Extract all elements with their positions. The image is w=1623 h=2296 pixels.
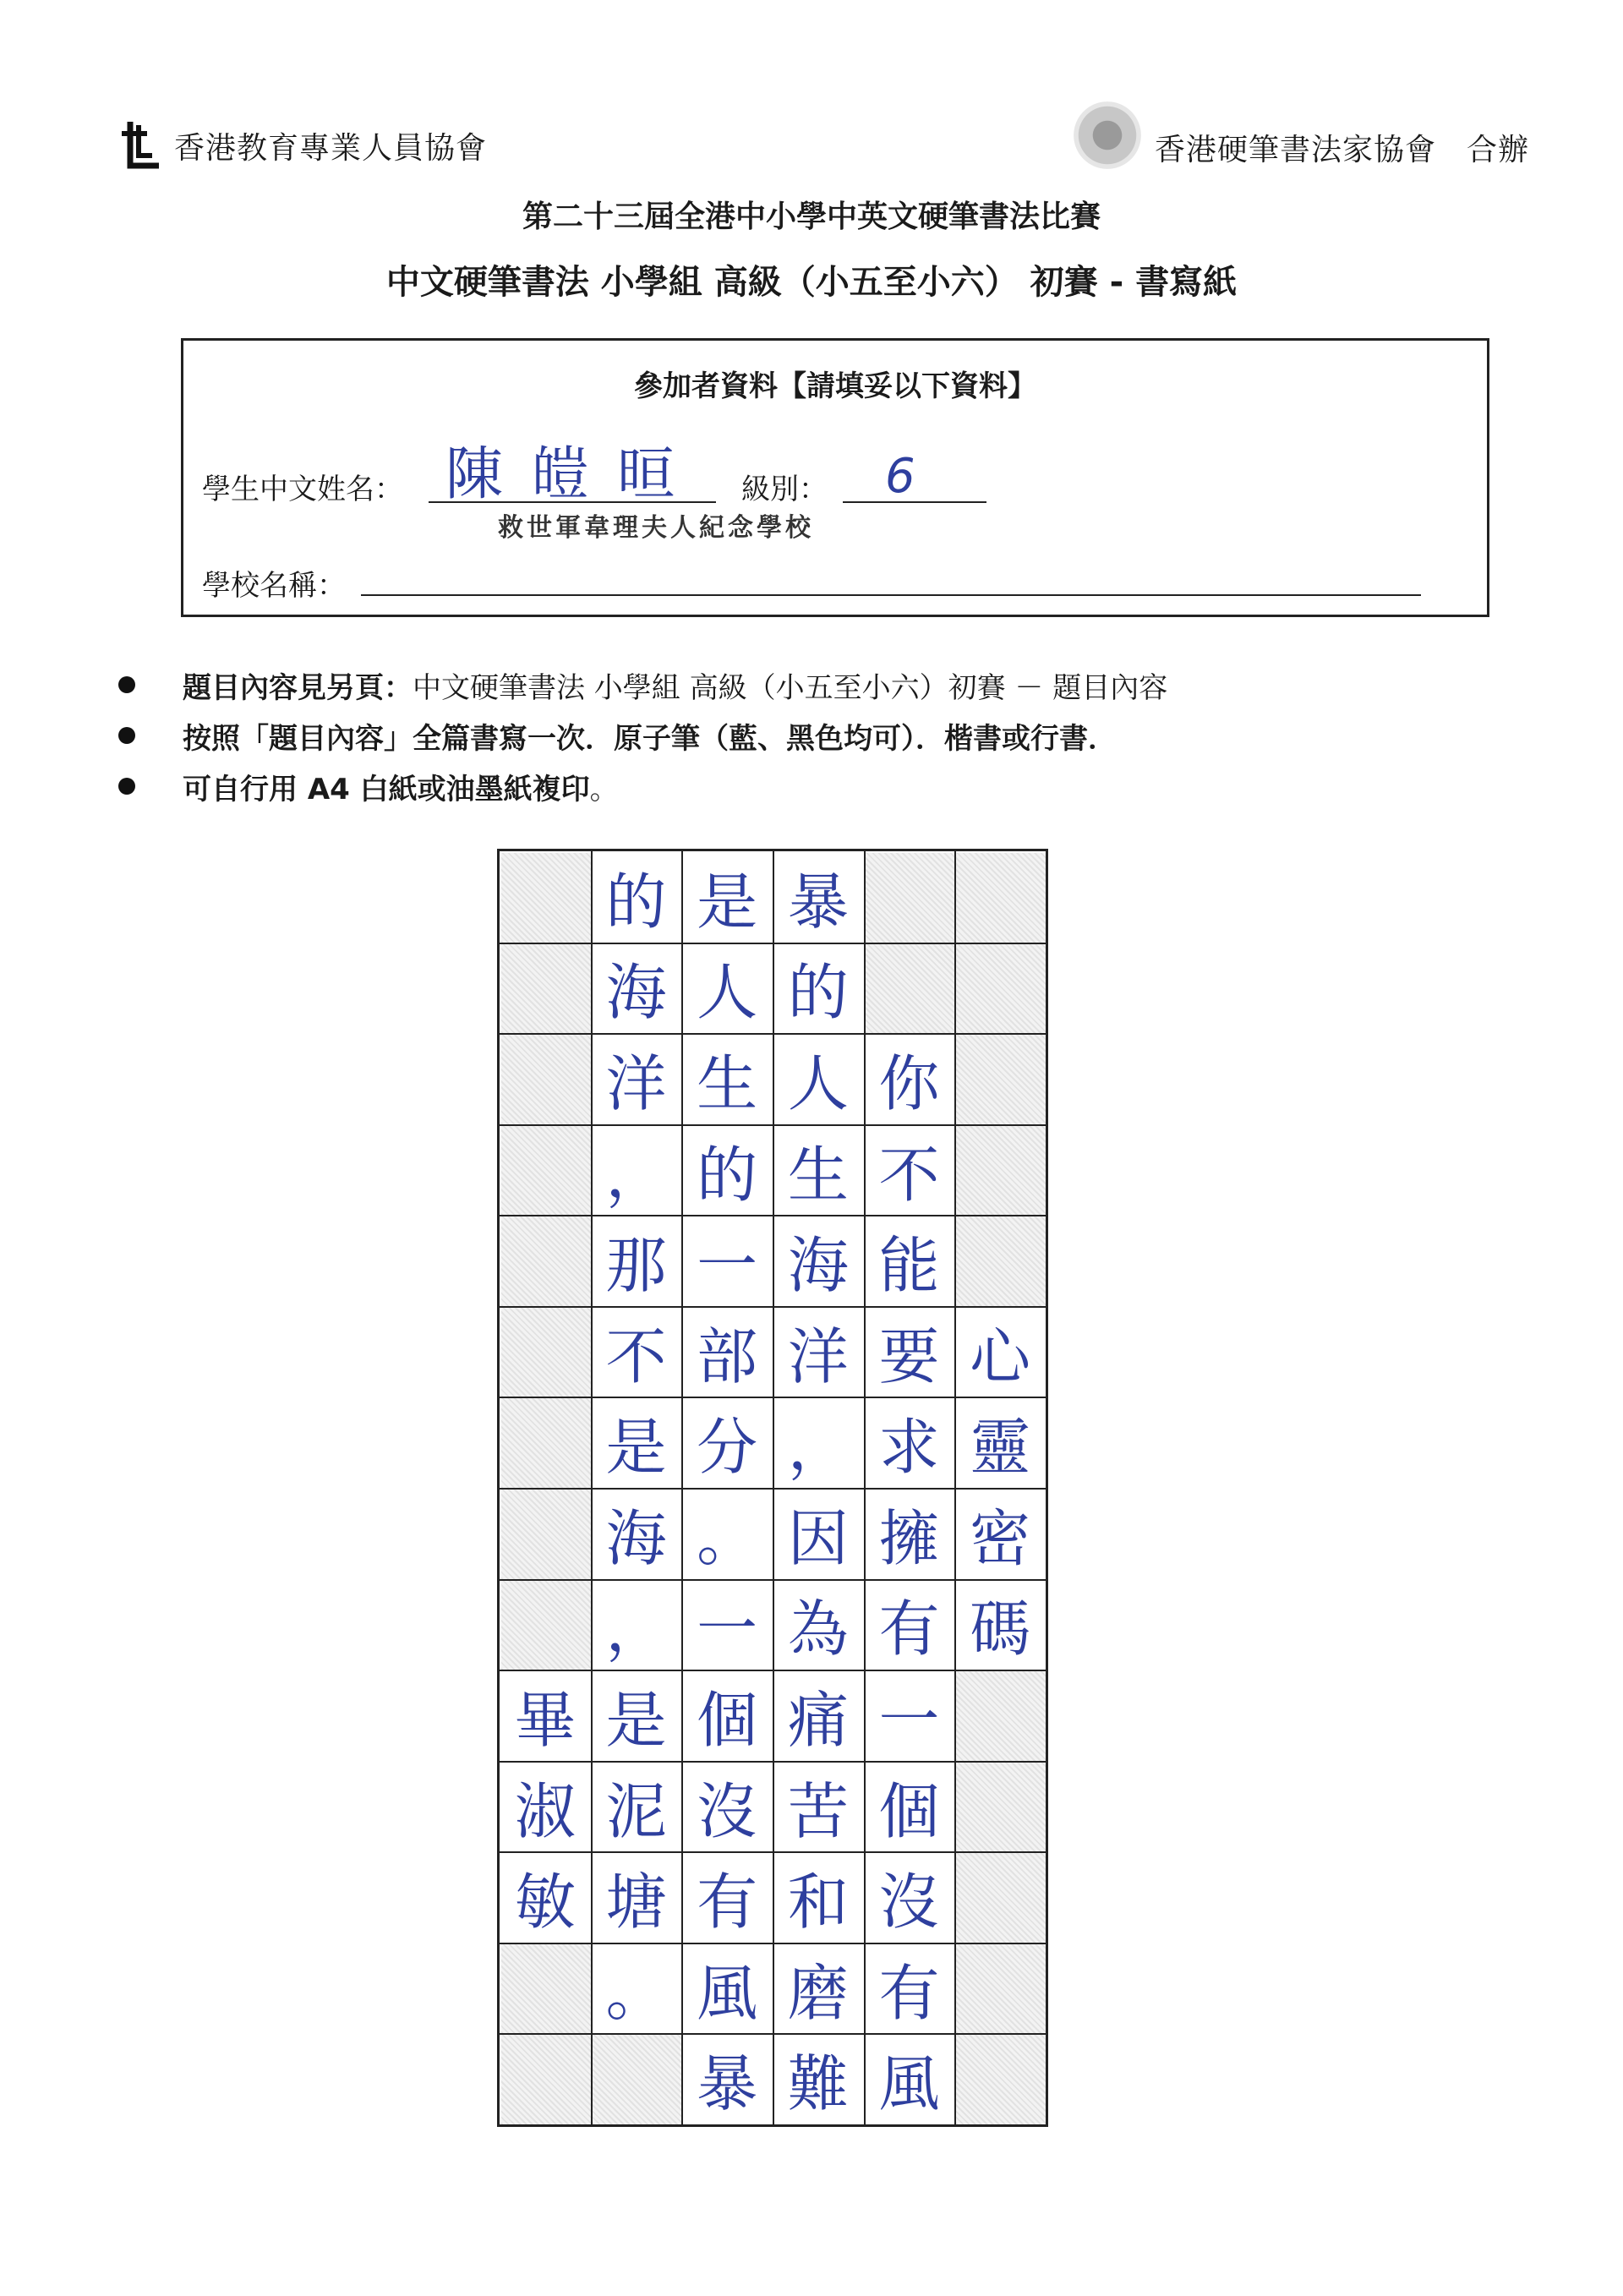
grid-character: 部 [697,1320,758,1392]
empty-cell [956,1126,1046,1216]
grid-character: 個 [697,1684,758,1756]
instruction-item [118,659,1167,710]
grid-character: 淑 [514,1775,576,1847]
paper-subtitle: 中文硬筆書法 小學組 高級（小五至小六） 初賽 - 書寫紙 [385,263,1238,302]
grid-row-line [500,943,1046,944]
grid-character: 求 [878,1412,940,1484]
grid-character: 泥 [605,1775,667,1847]
right-organizer-name: 香港硬筆書法家協會 [1155,133,1437,167]
school-label: 學校名稱： [202,569,346,603]
grid-row-line [500,1215,1046,1216]
instruction-text: 中文硬筆書法 小學組 高級（小五至小六）初賽 － 題目內容 [413,670,1168,705]
bullet-icon [118,727,135,744]
organizer-right [1074,101,1529,169]
grid-character: 生 [787,1139,849,1211]
grid-character: 暴 [697,2048,758,2120]
grid-character: ， [605,1139,667,1211]
grid-character: 你 [878,1047,940,1119]
empty-cell [866,853,955,943]
instruction-item [118,761,1167,812]
instruction-bold: 可自行用 A4 白紙或油墨紙複印 [183,772,590,806]
grid-row-line [500,1579,1046,1581]
grid-character: 人 [787,1047,849,1119]
cohost-label: 合辦 [1467,133,1530,167]
left-organizer-name: 香港教育專業人員協會 [174,130,488,166]
instruction-text: 。 [589,772,619,806]
grid-character: 洋 [787,1320,849,1392]
competition-title: 第二十三屆全港中小學中英文硬筆書法比賽 [522,200,1101,234]
grid-character: 分 [697,1412,758,1484]
grid-character: 心 [970,1320,1031,1392]
grid-character: 暴 [787,866,849,938]
grid-character: 生 [697,1047,758,1119]
grade-label: 級別： [741,473,828,506]
grid-character: 那 [605,1230,667,1302]
empty-cell [501,1581,591,1670]
empty-cell [501,944,591,1034]
grid-character: 一 [697,1594,758,1665]
grid-character: 風 [697,1957,758,2029]
empty-cell [501,1398,591,1488]
grid-character: 和 [787,1867,849,1938]
grid-character: 畢 [514,1684,576,1756]
grid-character: 是 [697,866,758,938]
organizer-left [118,118,487,172]
grid-character: 擁 [878,1502,940,1574]
grid-character: 要 [878,1320,940,1392]
grid-character: 的 [787,957,849,1029]
grid-row-line [500,1670,1046,1671]
grid-row-line [500,1761,1046,1763]
empty-cell [501,1126,591,1216]
empty-cell [956,1216,1046,1306]
grid-character: 的 [605,866,667,938]
grid-character: 個 [878,1775,940,1847]
grid-row-line [500,1488,1046,1490]
grid-character: 有 [878,1957,940,2029]
calligraphy-association-seal-icon [1074,101,1141,169]
empty-cell [593,2035,682,2124]
grid-character: 密 [970,1502,1031,1574]
instructions-list [118,659,1167,812]
empty-cell [956,853,1046,943]
grid-character: ， [605,1594,667,1665]
empty-cell [956,944,1046,1034]
empty-cell [501,2035,591,2124]
empty-cell [956,1671,1046,1761]
grid-character: 。 [605,1957,667,2029]
grid-character: 靈 [970,1412,1031,1484]
grid-character: 沒 [697,1775,758,1847]
grid-character: 風 [878,2048,940,2120]
grid-character: 人 [697,957,758,1029]
empty-cell [501,1216,591,1306]
grid-character: 是 [605,1684,667,1756]
grid-character: 不 [605,1320,667,1392]
bullet-icon [118,676,135,693]
grid-character: 一 [697,1230,758,1302]
school-name-stamp: 救世軍韋理夫人紀念學校 [498,513,814,543]
grid-row-line [500,2033,1046,2035]
instruction-item [118,710,1167,761]
grid-character: 敏 [514,1867,576,1938]
empty-cell [956,1944,1046,2034]
empty-cell [956,1035,1046,1124]
empty-cell [501,1308,591,1397]
grid-character: 碼 [970,1594,1031,1665]
info-heading: 參加者資料【請填妥以下資料】 [634,369,1036,403]
grade-value[interactable]: 6 [885,449,915,504]
grid-row-line [500,1124,1046,1126]
empty-cell [501,1490,591,1579]
grid-character: 一 [878,1684,940,1756]
grid-character: 塘 [605,1867,667,1938]
empty-cell [501,1035,591,1124]
grid-character: 能 [878,1230,940,1302]
instruction-bold: 按照「題目內容」全篇書寫一次．原子筆（藍、黑色均可）．楷書或行書． [183,721,1117,756]
grid-character: 痛 [787,1684,849,1756]
grid-row-line [500,1943,1046,1944]
grid-character: 不 [878,1139,940,1211]
grid-character: 洋 [605,1047,667,1119]
grid-row-line [500,1851,1046,1853]
grid-character: 因 [787,1502,849,1574]
grid-character: 沒 [878,1867,940,1938]
empty-cell [956,2035,1046,2124]
empty-cell [501,853,591,943]
grid-character: 海 [605,1502,667,1574]
name-label: 學生中文姓名： [202,473,403,506]
grid-character: 磨 [787,1957,849,2029]
grid-character: 是 [605,1412,667,1484]
participant-info-box [181,338,1489,617]
writing-grid [497,849,1048,2127]
instruction-bold: 題目內容見另頁： [183,670,413,705]
grid-character: 有 [878,1594,940,1665]
association-logo-icon [118,118,162,172]
empty-cell [866,944,955,1034]
grid-character: 海 [605,957,667,1029]
empty-cell [956,1853,1046,1943]
grid-character: 難 [787,2048,849,2120]
grid-character: ， [787,1412,849,1484]
grid-row-line [500,1397,1046,1398]
grid-character: 有 [697,1867,758,1938]
grid-character: 苦 [787,1775,849,1847]
grid-character: 海 [787,1230,849,1302]
student-name-value[interactable]: 陳 皚 晅 [445,441,680,508]
empty-cell [956,1763,1046,1852]
grid-row-line [500,1306,1046,1308]
grid-character: 的 [697,1139,758,1211]
grid-character: 為 [787,1594,849,1665]
bullet-icon [118,778,135,795]
empty-cell [501,1944,591,2034]
grid-row-line [500,1033,1046,1035]
school-underline [361,594,1421,596]
grid-character: 。 [697,1502,758,1574]
